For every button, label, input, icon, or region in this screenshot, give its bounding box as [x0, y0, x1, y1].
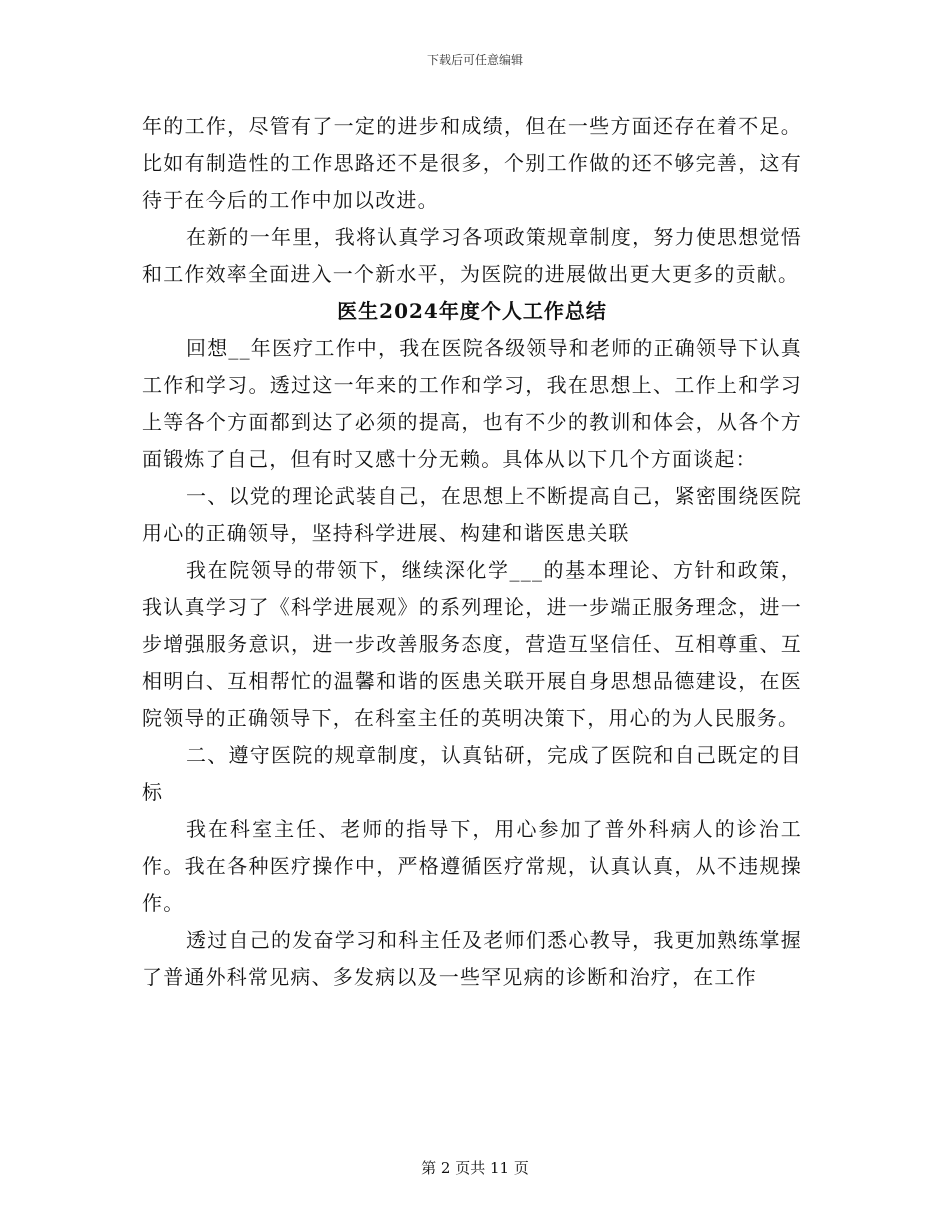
section-title: 医生2024年度个人工作总结	[337, 299, 607, 323]
body-paragraph: 在新的一年里，我将认真学习各项政策规章制度，努力使思想觉悟和工作效率全面进入一个新水平，为医院的进展做出更大更多的贡献。	[142, 225, 802, 286]
body-paragraph: 我在科室主任、老师的指导下，用心参加了普外科病人的诊治工作。我在各种医疗操作中，严格遵循医疗常规，认真认真，从不违规操作。	[142, 817, 802, 915]
body-paragraph: 我在院领导的带领下，继续深化学___的基本理论、方针和政策，我认真学习了《科学进展观》的系列理论，进一步端正服务理念，进一步增强服务意识，进一步改善服务态度，营造互坚信任、互相尊重、互相明白、互相帮忙的温馨和谐的医患关联开展自身思想品德建设，在医院领导的正确领导下，在科室主任的英明决策下，用心的为人民服务。	[142, 558, 802, 730]
page-header-note: 下载后可任意编辑	[426, 53, 523, 67]
document-body	[142, 108, 802, 996]
body-paragraph: 透过自己的发奋学习和科主任及老师们悉心教导，我更加熟练掌握了普通外科常见病、多发病以及一些罕见病的诊断和治疗，在工作	[142, 928, 802, 989]
body-paragraph: 回想__年医疗工作中，我在医院各级领导和老师的正确领导下认真工作和学习。透过这一年来的工作和学习，我在思想上、工作上和学习上等各个方面都到达了必须的提高，也有不少的教训和体会，从各个方面锻炼了自己，但有时又感十分无赖。具体从以下几个方面谈起：	[142, 336, 802, 471]
page-number: 第 2 页共 11 页	[421, 1159, 529, 1177]
section-heading-2: 二、遵守医院的规章制度，认真钻研，完成了医院和自己既定的目标	[142, 743, 802, 804]
section-heading-1: 一、以党的理论武装自己，在思想上不断提高自己，紧密围绕医院用心的正确领导，坚持科学进展、构建和谐医患关联	[142, 484, 802, 545]
body-paragraph-continued: 年的工作，尽管有了一定的进步和成绩，但在一些方面还存在着不足。比如有制造性的工作思路还不是很多，个别工作做的还不够完善，这有待于在今后的工作中加以改进。	[142, 114, 802, 212]
